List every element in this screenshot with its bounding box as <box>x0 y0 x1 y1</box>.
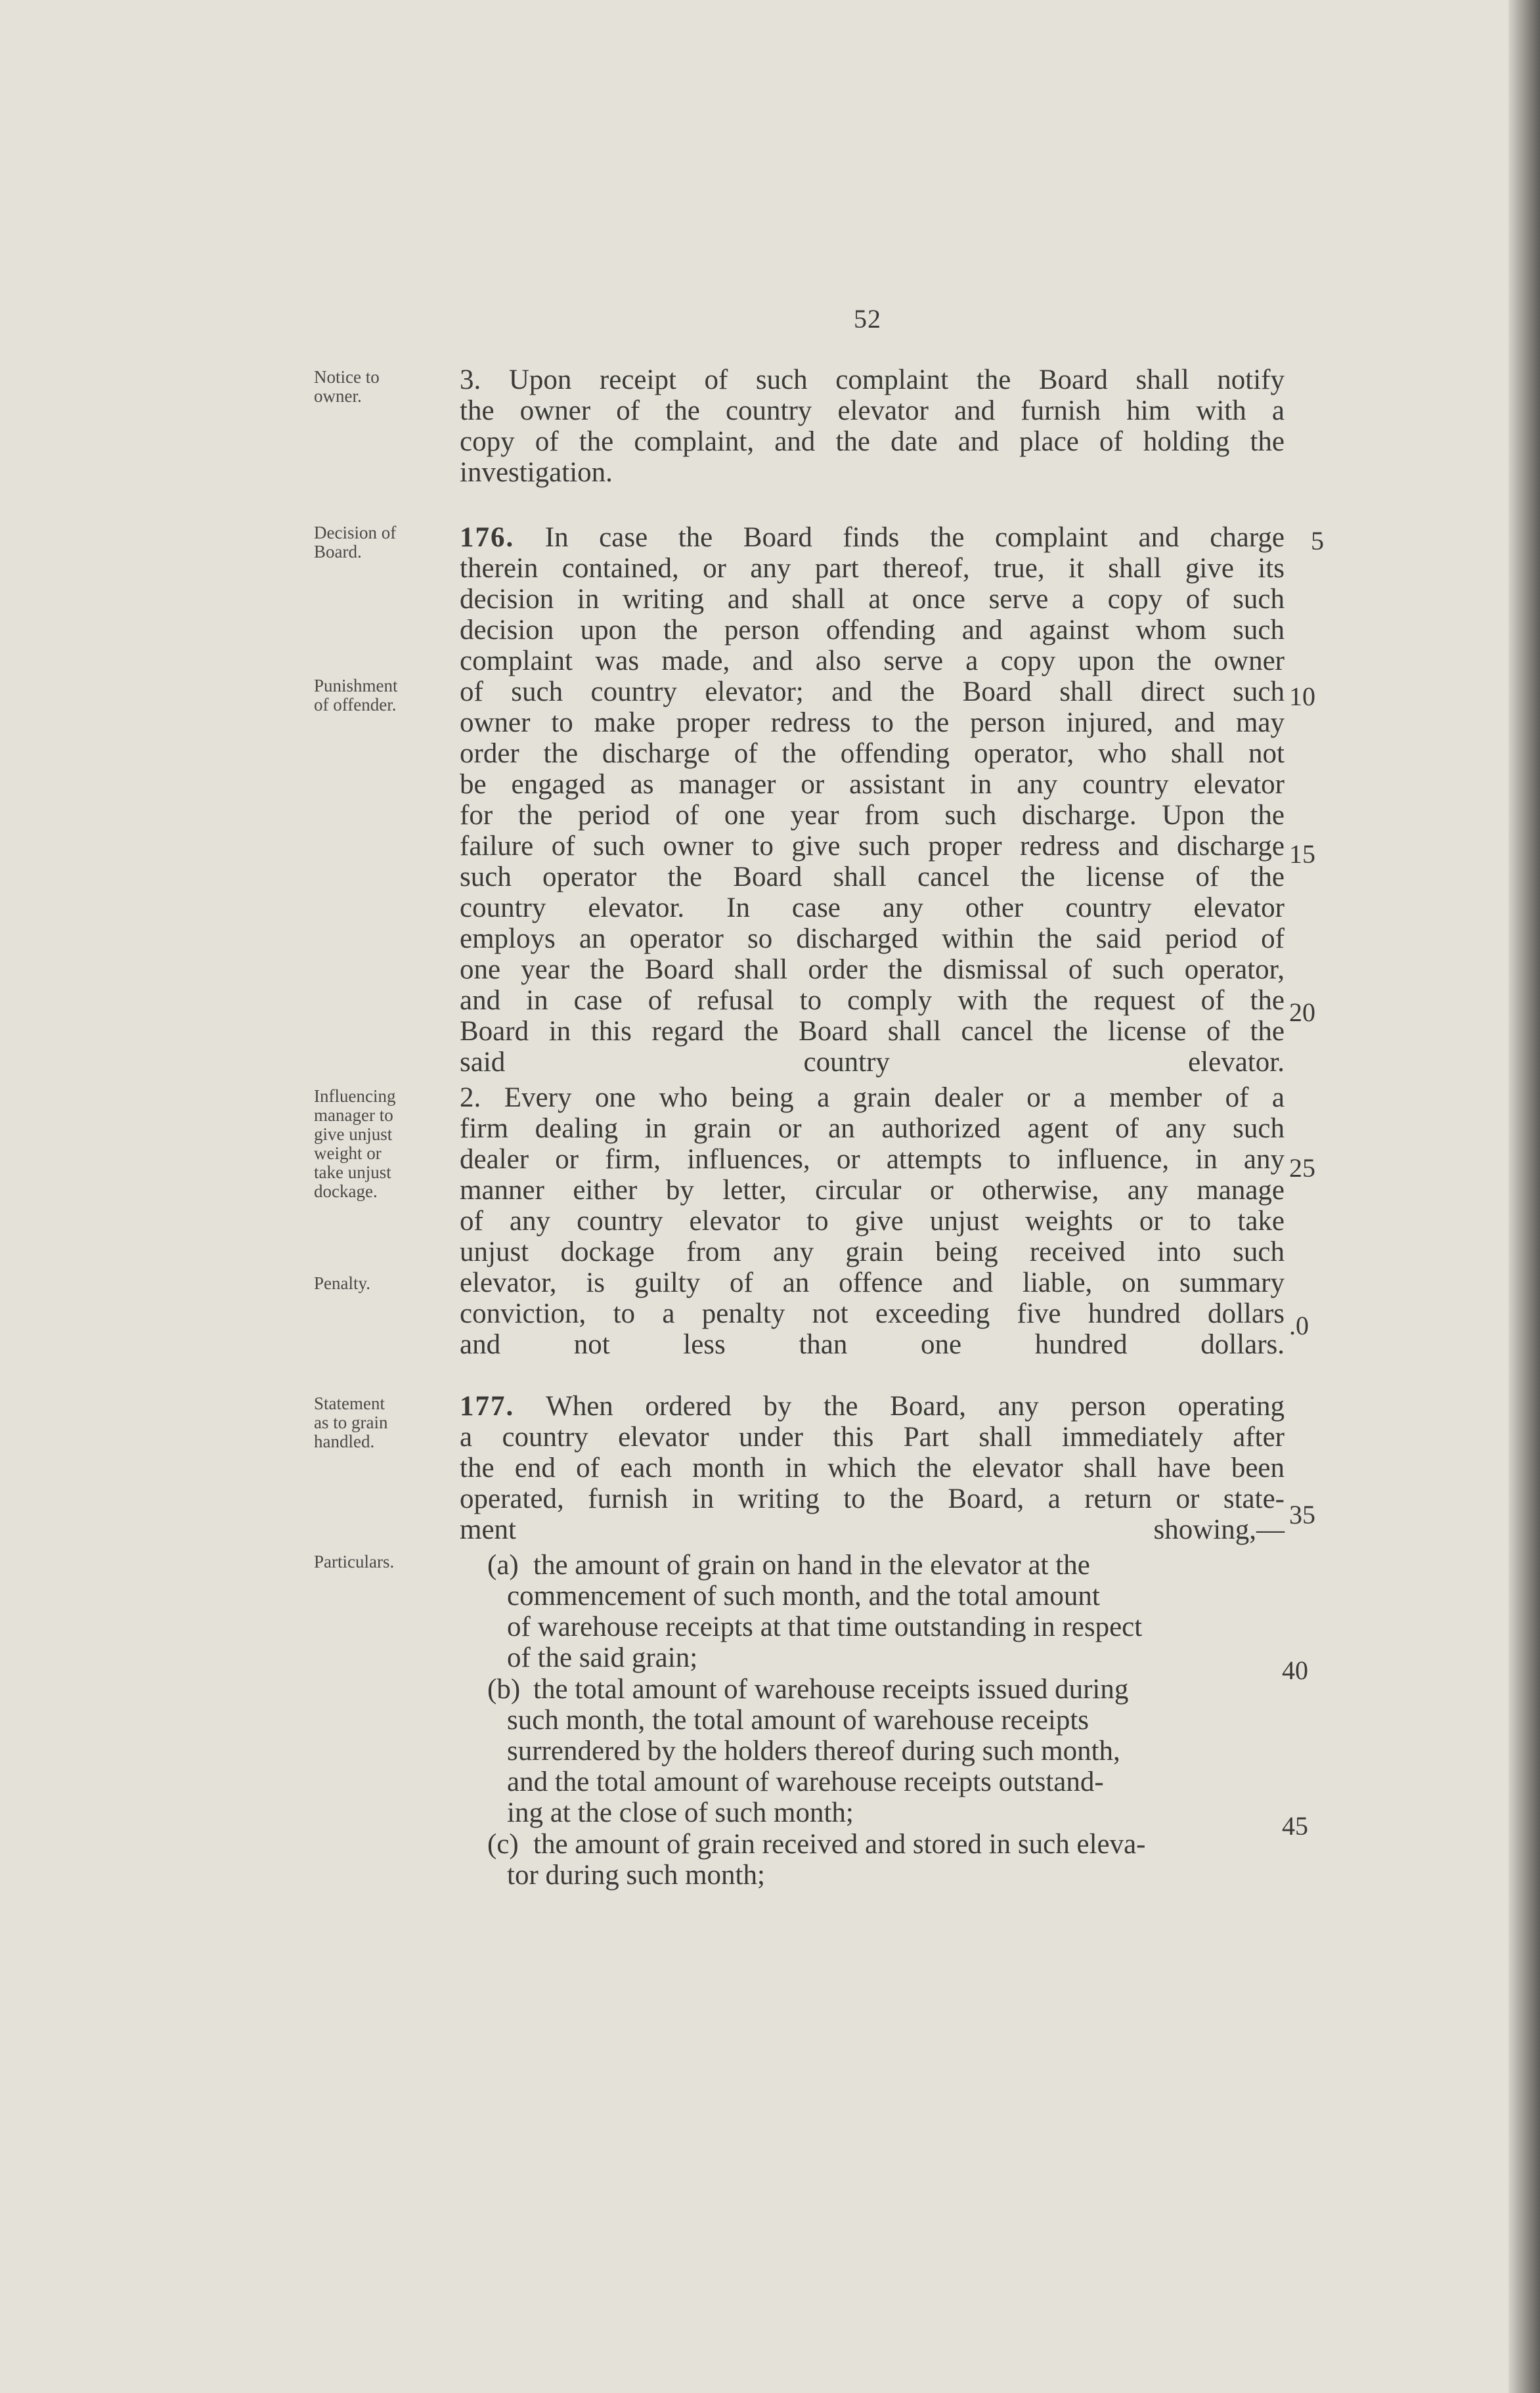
line-number-35: 35 <box>1289 1500 1315 1529</box>
clause-a <box>487 1550 1275 1673</box>
margin-note-penalty: Penalty. <box>314 1273 370 1293</box>
clause-a-continuation: commencement of such month, and the total amount of warehouse receipts at that time outstanding in respect of the said grain; <box>507 1581 1143 1673</box>
line-number-20: 20 <box>1289 998 1315 1027</box>
clause-c-continuation: tor during such month; <box>507 1860 765 1891</box>
clause-b-first-line: the total amount of warehouse receipts issued during <box>533 1674 1129 1705</box>
page-edge-shadow <box>1508 0 1540 2393</box>
line-number-5: 5 <box>1311 526 1324 556</box>
line-number-45: 45 <box>1282 1811 1308 1841</box>
section-177-number: 177. <box>460 1391 515 1422</box>
margin-note-particulars: Particulars. <box>314 1552 395 1571</box>
clause-b-label: (b) <box>487 1674 521 1705</box>
line-number-15: 15 <box>1289 839 1315 869</box>
page-number: 52 <box>854 304 881 334</box>
margin-note-decision-of-board: Decision of Board. <box>314 523 397 561</box>
section-176-number: 176. <box>460 522 515 553</box>
clause-c-first-line: the amount of grain received and stored in such eleva- <box>533 1829 1146 1860</box>
clause-b <box>487 1674 1275 1828</box>
line-number-25: 25 <box>1289 1153 1315 1183</box>
clause-a-first-line: the amount of grain on hand in the elevator at the <box>533 1550 1090 1581</box>
section-177 <box>460 1391 1285 1545</box>
paragraph-2-influencing: 2. Every one who being a grain dealer or a member of a firm dealing in grain or an authorized agent of any such dealer or firm, influences, or attempts to influence, in any manner either by letter, circular or otherwise, any manage of any country elevator to give unjust weights or to take unjust dockage from any grain being received into such elevator, is guilty of an offence and liable, on summary conviction, to a penalty not exceeding five hundred dollars and not less than one hundred dollars. <box>460 1082 1285 1360</box>
section-176 <box>460 522 1285 1078</box>
clause-c-label: (c) <box>487 1829 519 1860</box>
clause-b-continuation: such month, the total amount of warehouse receipts surrendered by the holders thereof during such month, and the total amount of warehouse receipts outstand- ing at the close of such month; <box>507 1705 1120 1828</box>
line-number-30: .0 <box>1289 1311 1309 1340</box>
clause-c <box>487 1829 1275 1891</box>
margin-note-notice-to-owner: Notice to owner. <box>314 367 380 406</box>
line-number-10: 10 <box>1289 682 1315 711</box>
paragraph-3-notice: 3. Upon receipt of such complaint the Board shall notify the owner of the country elevator and furnish him with a copy of the complaint, and the date and place of holding the investigation. <box>460 364 1285 488</box>
section-177-text: When ordered by the Board, any person operating a country elevator under this Part shall immediately after the end of each month in which the elevator shall have been operated, furnish in writing to the Board, a return or state- ment showing,— <box>460 1391 1285 1545</box>
clause-a-label: (a) <box>487 1550 519 1581</box>
margin-note-influencing-manager: Influencing manager to give unjust weight or take unjust dockage. <box>314 1086 396 1201</box>
section-176-text: In case the Board finds the complaint and charge therein contained, or any part thereof, true, it shall give its decision in writing and shall at once serve a copy of such decision upon the person offending and against whom such complaint was made, and also serve a copy upon the owner of such country elevator; and the Board shall direct such owner to make proper redress to the person injured, and may order the discharge of the offending operator, who shall not be engaged as manager or assistant in any country elevator for the period of one year from such discharge. Upon the failure of such owner to give such proper redress and discharge such operator the Board shall cancel the license of the country elevator. In case any other country elevator employs an operator so discharged within the said period of one year the Board shall order the dismissal of such operator, and in case of refusal to comply with the request of the Board in this regard the Board shall cancel the license of the said country elevator. <box>460 522 1285 1078</box>
margin-note-statement-grain-handled: Statement as to grain handled. <box>314 1394 388 1451</box>
margin-note-punishment-of-offender: Punishment of offender. <box>314 676 398 714</box>
line-number-40: 40 <box>1282 1656 1308 1685</box>
